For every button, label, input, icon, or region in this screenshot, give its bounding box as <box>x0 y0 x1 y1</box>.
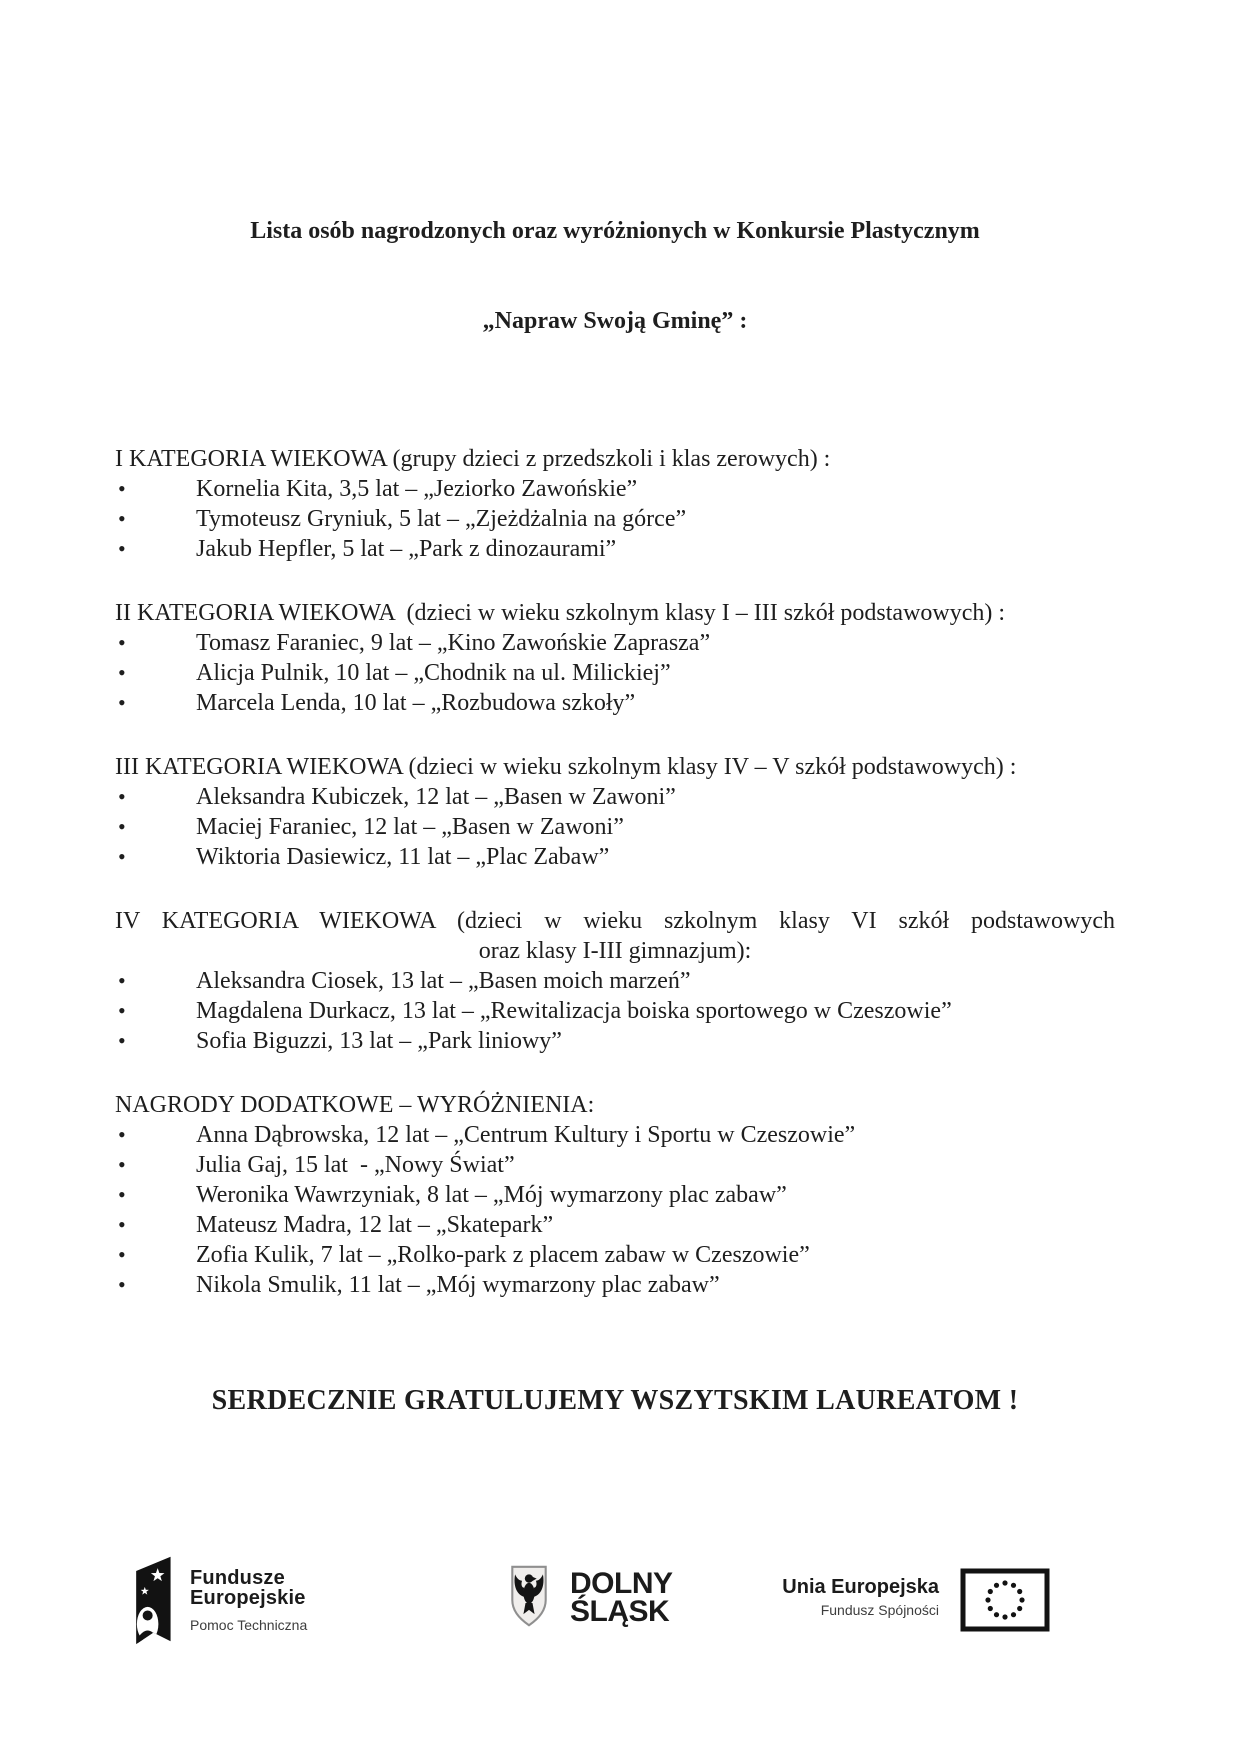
section-4-winner-list <box>115 966 1115 1056</box>
section-1-winner-list <box>115 474 1115 564</box>
list-item <box>115 966 1115 996</box>
dolny-slask-name-line-1: DOLNY <box>570 1567 673 1600</box>
title-line-2: „Napraw Swoją Gminę” : <box>482 308 748 334</box>
bullet-icon: • <box>118 476 126 501</box>
winner-entry: Nikola Smulik, 11 lat – „Mój wymarzony plac zabaw” <box>196 1272 720 1298</box>
footer-logos <box>0 1540 1240 1660</box>
bullet-icon: • <box>118 660 126 685</box>
list-item <box>115 628 1115 658</box>
fundusze-name-line-2: Europejskie <box>190 1587 306 1609</box>
list-item <box>115 1270 1115 1300</box>
winner-entry: Wiktoria Dasiewicz, 11 lat – „Plac Zabaw” <box>196 844 610 870</box>
winner-entry: Jakub Hepfler, 5 lat – „Park z dinozaurami” <box>196 536 617 562</box>
bullet-icon: • <box>118 1028 126 1053</box>
winner-entry: Aleksandra Kubiczek, 12 lat – „Basen w Zawoni” <box>196 784 676 810</box>
bullet-icon: • <box>118 690 126 715</box>
list-item <box>115 842 1115 872</box>
winner-entry: Weronika Wawrzyniak, 8 lat – „Mój wymarzony plac zabaw” <box>196 1182 787 1208</box>
bullet-icon: • <box>118 814 126 839</box>
list-item <box>115 658 1115 688</box>
winner-entry: Mateusz Madra, 12 lat – „Skatepark” <box>196 1212 554 1238</box>
logo-unia-europejska <box>775 1568 1050 1632</box>
unia-name: Unia Europejska <box>782 1576 939 1598</box>
section-category-2 <box>115 598 1115 718</box>
bullet-icon: • <box>118 784 126 809</box>
list-item <box>115 1120 1115 1150</box>
winner-entry: Anna Dąbrowska, 12 lat – „Centrum Kultury i Sportu w Czeszowie” <box>196 1122 856 1148</box>
bullet-icon: • <box>118 844 126 869</box>
bullet-icon: • <box>118 1152 126 1177</box>
dolny-slask-logo-text <box>570 1567 673 1628</box>
list-item <box>115 812 1115 842</box>
bullet-icon: • <box>118 968 126 993</box>
section-1-heading: I KATEGORIA WIEKOWA (grupy dzieci z przedszkoli i klas zerowych) : <box>115 446 831 472</box>
list-item <box>115 504 1115 534</box>
section-category-4 <box>115 906 1115 1056</box>
document-title <box>115 156 1115 396</box>
unia-logo-text <box>775 1576 939 1632</box>
dolny-slask-name-line-2: ŚLĄSK <box>570 1595 670 1628</box>
bullet-icon: • <box>118 1272 126 1297</box>
list-item <box>115 1240 1115 1270</box>
list-item <box>115 996 1115 1026</box>
winner-entry: Tomasz Faraniec, 9 lat – „Kino Zawońskie Zaprasza” <box>196 630 711 656</box>
list-item <box>115 534 1115 564</box>
bullet-icon: • <box>118 1242 126 1267</box>
eu-flag-icon <box>960 1568 1050 1632</box>
logo-dolny-slask <box>505 1564 673 1628</box>
bullet-icon: • <box>118 536 126 561</box>
list-item <box>115 474 1115 504</box>
fundusze-subtitle: Pomoc Techniczna <box>190 1617 308 1633</box>
unia-subtitle: Fundusz Spójności <box>820 1602 939 1618</box>
winner-entry: Tymoteusz Gryniuk, 5 lat – „Zjeżdżalnia na górce” <box>196 506 687 532</box>
list-item <box>115 688 1115 718</box>
bullet-icon: • <box>118 630 126 655</box>
section-5-heading: NAGRODY DODATKOWE – WYRÓŻNIENIA: <box>115 1092 595 1118</box>
list-item <box>115 1150 1115 1180</box>
section-3-winner-list <box>115 782 1115 872</box>
winner-entry: Zofia Kulik, 7 lat – „Rolko-park z placem zabaw w Czeszowie” <box>196 1242 810 1268</box>
list-item <box>115 1026 1115 1056</box>
winner-entry: Magdalena Durkacz, 13 lat – „Rewitalizacja boiska sportowego w Czeszowie” <box>196 998 952 1024</box>
winner-entry: Aleksandra Ciosek, 13 lat – „Basen moich marzeń” <box>196 968 691 994</box>
congratulations-line: SERDECZNIE GRATULUJEMY WSZYTSKIM LAUREATOM ! <box>211 1385 1019 1416</box>
title-line-1: Lista osób nagrodzonych oraz wyróżnionych w Konkursie Plastycznym <box>250 218 980 244</box>
bullet-icon: • <box>118 1212 126 1237</box>
list-item <box>115 782 1115 812</box>
section-category-3 <box>115 752 1115 872</box>
list-item <box>115 1210 1115 1240</box>
bullet-icon: • <box>118 1122 126 1147</box>
section-2-winner-list <box>115 628 1115 718</box>
winner-entry: Julia Gaj, 15 lat - „Nowy Świat” <box>196 1152 515 1178</box>
list-item <box>115 1180 1115 1210</box>
dolny-slask-crest-icon <box>505 1564 553 1628</box>
bullet-icon: • <box>118 506 126 531</box>
winner-entry: Kornelia Kita, 3,5 lat – „Jeziorko Zawońskie” <box>196 476 638 502</box>
section-2-heading: II KATEGORIA WIEKOWA (dzieci w wieku szkolnym klasy I – III szkół podstawowych) : <box>115 600 1006 626</box>
section-category-1 <box>115 444 1115 564</box>
bullet-icon: • <box>118 1182 126 1207</box>
section-4-heading-line-2: oraz klasy I-III gimnazjum): <box>478 938 752 964</box>
section-5-winner-list <box>115 1120 1115 1300</box>
fundusze-name-line-1: Fundusze <box>190 1567 285 1589</box>
bullet-icon: • <box>118 998 126 1023</box>
section-4-heading-line-1: IV KATEGORIA WIEKOWA (dzieci w wieku szkolnym klasy VI szkół podstawowych <box>115 908 1115 934</box>
winner-entry: Marcela Lenda, 10 lat – „Rozbudowa szkoły” <box>196 690 636 716</box>
logo-fundusze-europejskie <box>129 1552 307 1646</box>
section-additional-awards <box>115 1090 1115 1300</box>
eu-funds-flag-icon <box>129 1552 172 1646</box>
winner-entry: Alicja Pulnik, 10 lat – „Chodnik na ul. Milickiej” <box>196 660 671 686</box>
winner-entry: Sofia Biguzzi, 13 lat – „Park liniowy” <box>196 1028 562 1054</box>
winner-entry: Maciej Faraniec, 12 lat – „Basen w Zawoni” <box>196 814 624 840</box>
section-3-heading: III KATEGORIA WIEKOWA (dzieci w wieku szkolnym klasy IV – V szkół podstawowych) : <box>115 754 1017 780</box>
fundusze-logo-text <box>190 1568 307 1646</box>
